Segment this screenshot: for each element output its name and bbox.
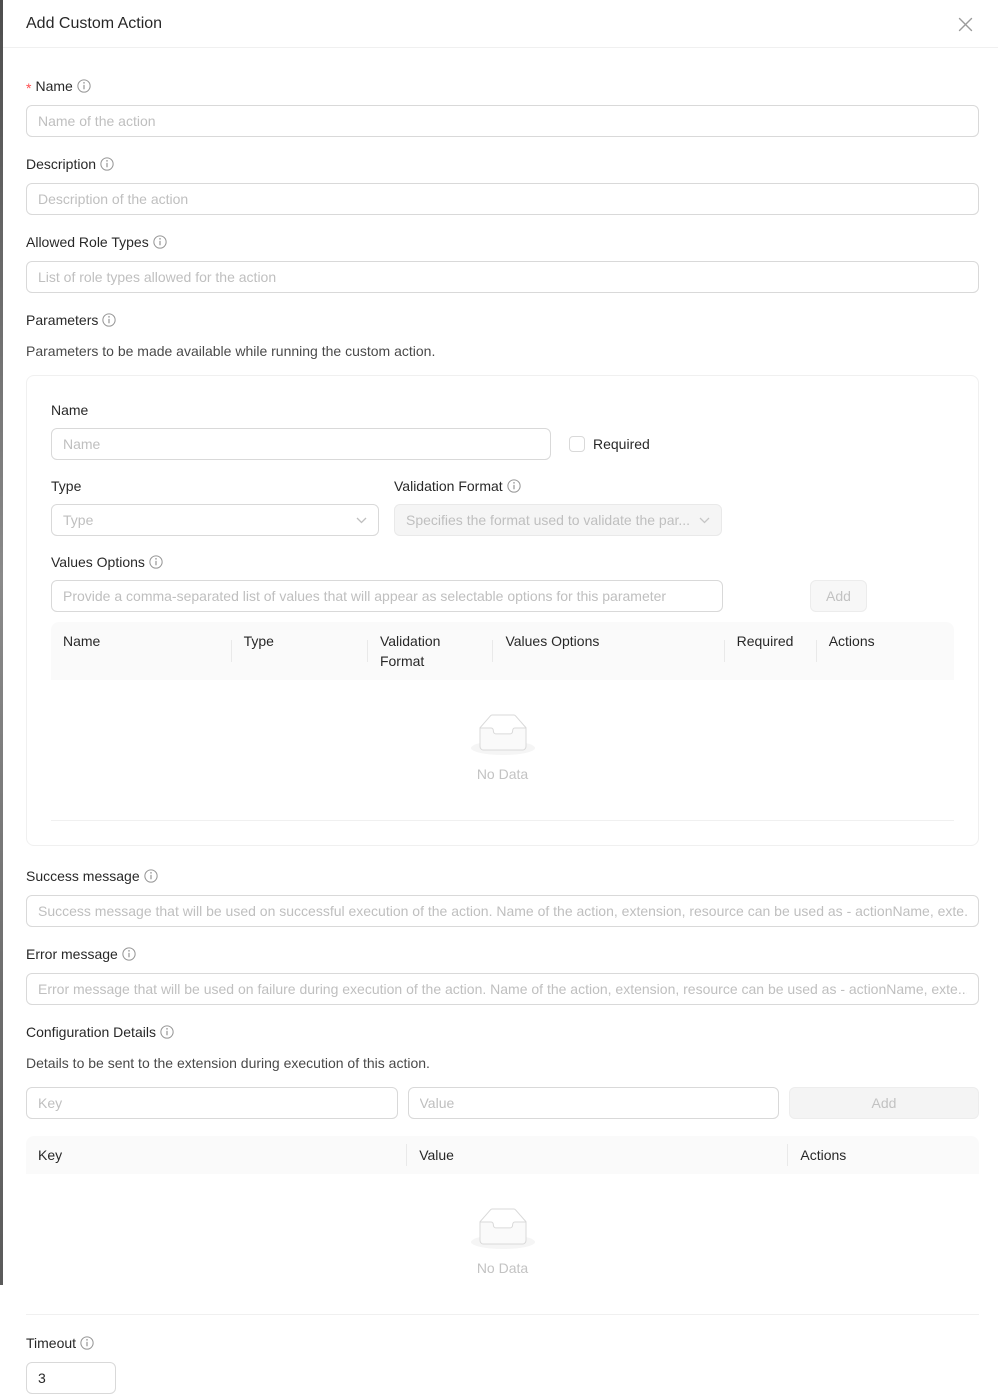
error-message-input[interactable] [26, 973, 979, 1005]
chevron-down-icon [356, 517, 367, 524]
page-edge-strip [0, 0, 3, 1285]
no-data-text: No Data [476, 1260, 529, 1276]
timeout-label: Timeout [26, 1335, 77, 1351]
error-message-info-icon[interactable] [122, 947, 136, 961]
column-header-actions: Actions [828, 633, 875, 649]
column-header-validation-format: Validation Format [368, 622, 494, 680]
validation-format-select [394, 504, 722, 536]
values-options-info-icon[interactable] [149, 555, 163, 569]
param-name-label-text: Name [51, 402, 89, 418]
name-label-row [26, 76, 979, 96]
param-name-input[interactable] [51, 428, 551, 460]
parameters-info-icon[interactable] [102, 313, 116, 327]
success-message-info-icon[interactable] [144, 869, 158, 883]
error-message-label: Error message [26, 946, 118, 962]
allowed-role-types-label: Allowed Role Types [26, 234, 149, 250]
column-header-type: Type [232, 622, 368, 680]
column-header-name: Name [51, 622, 232, 680]
allowed-role-types-label-row [26, 232, 979, 252]
parameters-table-header [51, 622, 954, 680]
type-select[interactable] [51, 504, 379, 536]
validation-format-info-icon[interactable] [507, 479, 521, 493]
description-label-row [26, 154, 979, 174]
name-label: Name [35, 78, 73, 94]
validation-format-label: Validation Format [394, 478, 503, 494]
success-message-input[interactable] [26, 895, 979, 927]
type-label: Type [51, 478, 82, 494]
configuration-details-label: Configuration Details [26, 1024, 156, 1040]
config-table-empty-state [26, 1174, 979, 1315]
configuration-details-label-row [26, 1022, 979, 1042]
type-label-row [51, 476, 379, 496]
success-message-label: Success message [26, 868, 140, 884]
config-table-header [26, 1136, 979, 1174]
param-type-row [51, 476, 954, 536]
drawer-title: Add Custom Action [26, 15, 163, 32]
required-checkbox[interactable] [569, 436, 650, 452]
timeout-label-row [26, 1333, 979, 1353]
parameters-label: Parameters [26, 312, 99, 328]
required-asterisk: * [26, 79, 32, 96]
parameters-panel [26, 375, 979, 846]
field-error-message [26, 944, 979, 1005]
field-timeout [26, 1333, 979, 1394]
drawer-body [3, 48, 998, 1394]
allowed-role-types-info-icon[interactable] [153, 235, 167, 249]
values-options-row [51, 580, 954, 612]
validation-format-label-row [394, 476, 722, 496]
required-checkbox-label: Required [593, 436, 650, 452]
column-header-key: Key [26, 1136, 407, 1174]
values-options-input[interactable] [51, 580, 723, 612]
config-add-button[interactable]: Add [789, 1087, 979, 1119]
field-description [26, 154, 979, 215]
config-key-value-row [26, 1087, 979, 1119]
chevron-down-icon [699, 517, 710, 524]
parameter-add-button[interactable]: Add [810, 580, 867, 612]
close-icon[interactable] [956, 15, 974, 33]
configuration-details-info-icon[interactable] [160, 1025, 174, 1039]
config-details-table [26, 1136, 979, 1315]
no-data-text: No Data [476, 766, 529, 782]
description-label: Description [26, 156, 97, 172]
column-header-required: Required [725, 622, 817, 680]
configuration-details-help-text: Details to be sent to the extension during execution of this action. [26, 1055, 430, 1071]
validation-format-placeholder: Specifies the format used to validate the par... [406, 512, 691, 528]
error-message-label-row [26, 944, 979, 964]
success-message-label-row [26, 866, 979, 886]
timeout-info-icon[interactable] [80, 1336, 94, 1350]
timeout-input[interactable] [26, 1362, 116, 1394]
column-header-actions: Actions [800, 1147, 847, 1163]
parameters-label-row [26, 310, 979, 330]
description-input[interactable] [26, 183, 979, 215]
column-header-values-options: Values Options [493, 622, 724, 680]
values-options-label-row [51, 552, 954, 572]
parameters-table-empty-state [51, 680, 954, 821]
validation-format-col [394, 476, 722, 536]
description-info-icon[interactable] [100, 157, 114, 171]
empty-box-icon [471, 1208, 535, 1252]
add-custom-action-drawer [3, 0, 998, 1351]
field-success-message [26, 866, 979, 927]
name-info-icon[interactable] [77, 79, 91, 93]
values-options-label: Values Options [51, 554, 145, 570]
drawer-header [3, 0, 998, 48]
type-col [51, 476, 379, 536]
column-header-value: Value [407, 1136, 788, 1174]
allowed-role-types-input[interactable] [26, 261, 979, 293]
parameters-help-text: Parameters to be made available while running the custom action. [26, 343, 436, 359]
checkbox-box[interactable] [569, 436, 585, 452]
config-value-input[interactable] [408, 1087, 780, 1119]
empty-box-icon [471, 714, 535, 758]
field-name [26, 76, 979, 137]
values-options-section [51, 552, 954, 612]
type-select-placeholder: Type [63, 512, 94, 528]
field-allowed-role-types [26, 232, 979, 293]
param-name-label [51, 400, 954, 420]
param-name-row [51, 428, 954, 460]
parameters-table [51, 622, 954, 821]
name-input[interactable] [26, 105, 979, 137]
config-key-input[interactable] [26, 1087, 398, 1119]
